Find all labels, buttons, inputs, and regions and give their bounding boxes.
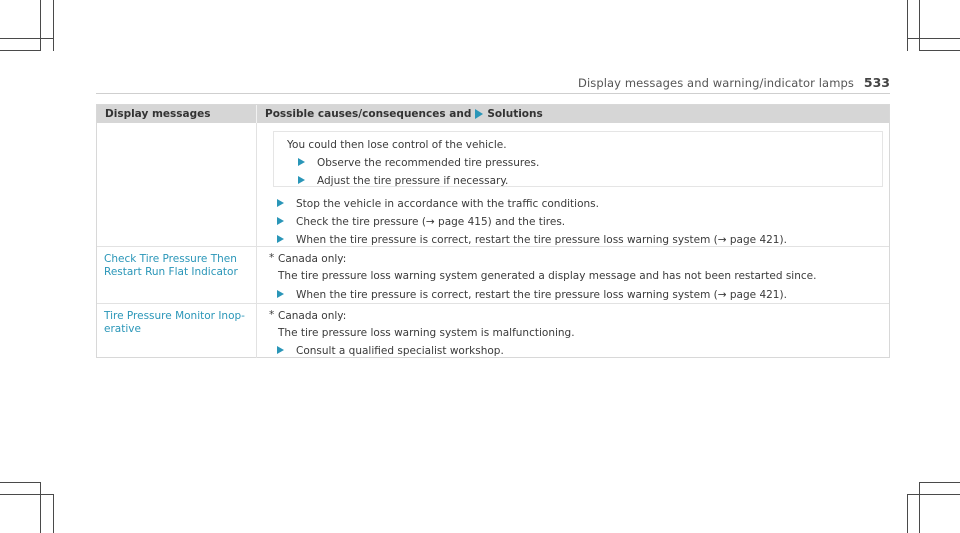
column-heading-display-messages: Display messages <box>105 108 211 120</box>
column-heading-causes <box>265 108 543 120</box>
list-item: Check the tire pressure (→ page 415) and the tires. <box>277 216 565 228</box>
table-row <box>97 247 889 304</box>
bullet-arrow-icon <box>277 199 284 207</box>
bullet-arrow-icon <box>277 235 284 243</box>
column-heading-solutions-text: Solutions <box>487 108 543 120</box>
section-title: Display messages and warning/indicator lamps <box>577 76 854 90</box>
note-text: You could then lose control of the vehicle. <box>287 139 507 151</box>
cause-text: The tire pressure loss warning system generated a display message and has not been restarted since. <box>278 270 817 282</box>
warning-note-box <box>273 131 883 187</box>
table-row <box>97 123 889 247</box>
bullet-arrow-icon <box>298 176 305 184</box>
column-heading-causes-text: Possible causes/consequences and <box>265 108 472 120</box>
causes-cell <box>257 123 889 246</box>
message-cell <box>97 123 257 246</box>
table-header <box>97 105 889 123</box>
message-cell <box>97 247 257 303</box>
bullet-arrow-icon <box>298 158 305 166</box>
list-item: When the tire pressure is correct, restart the tire pressure loss warning system (→ page 421). <box>277 234 787 246</box>
running-header <box>96 74 890 94</box>
display-message-link[interactable]: Tire Pressure Monitor Inop- erative <box>104 310 245 335</box>
causes-cell <box>257 247 889 303</box>
list-item: When the tire pressure is correct, restart the tire pressure loss warning system (→ page 421). <box>277 289 787 301</box>
list-item: Stop the vehicle in accordance with the traffic conditions. <box>277 198 599 210</box>
list-item: Observe the recommended tire pressures. <box>298 157 539 169</box>
solution-arrow-icon <box>475 109 483 119</box>
region-note: Canada only: <box>278 310 347 322</box>
region-note: Canada only: <box>278 253 347 265</box>
bullet-arrow-icon <box>277 346 284 354</box>
message-cell <box>97 304 257 358</box>
display-messages-table <box>96 104 890 358</box>
display-message-link[interactable]: Check Tire Pressure Then Restart Run Flat Indicator <box>104 253 238 278</box>
bullet-arrow-icon <box>277 217 284 225</box>
list-item: Adjust the tire pressure if necessary. <box>298 175 508 187</box>
list-item: Consult a qualified specialist workshop. <box>277 345 504 357</box>
causes-cell <box>257 304 889 358</box>
table-row <box>97 304 889 358</box>
page-number: 533 <box>863 75 890 90</box>
cause-text: The tire pressure loss warning system is malfunctioning. <box>278 327 575 339</box>
bullet-arrow-icon <box>277 290 284 298</box>
region-marker: * <box>269 309 275 321</box>
region-marker: * <box>269 252 275 264</box>
